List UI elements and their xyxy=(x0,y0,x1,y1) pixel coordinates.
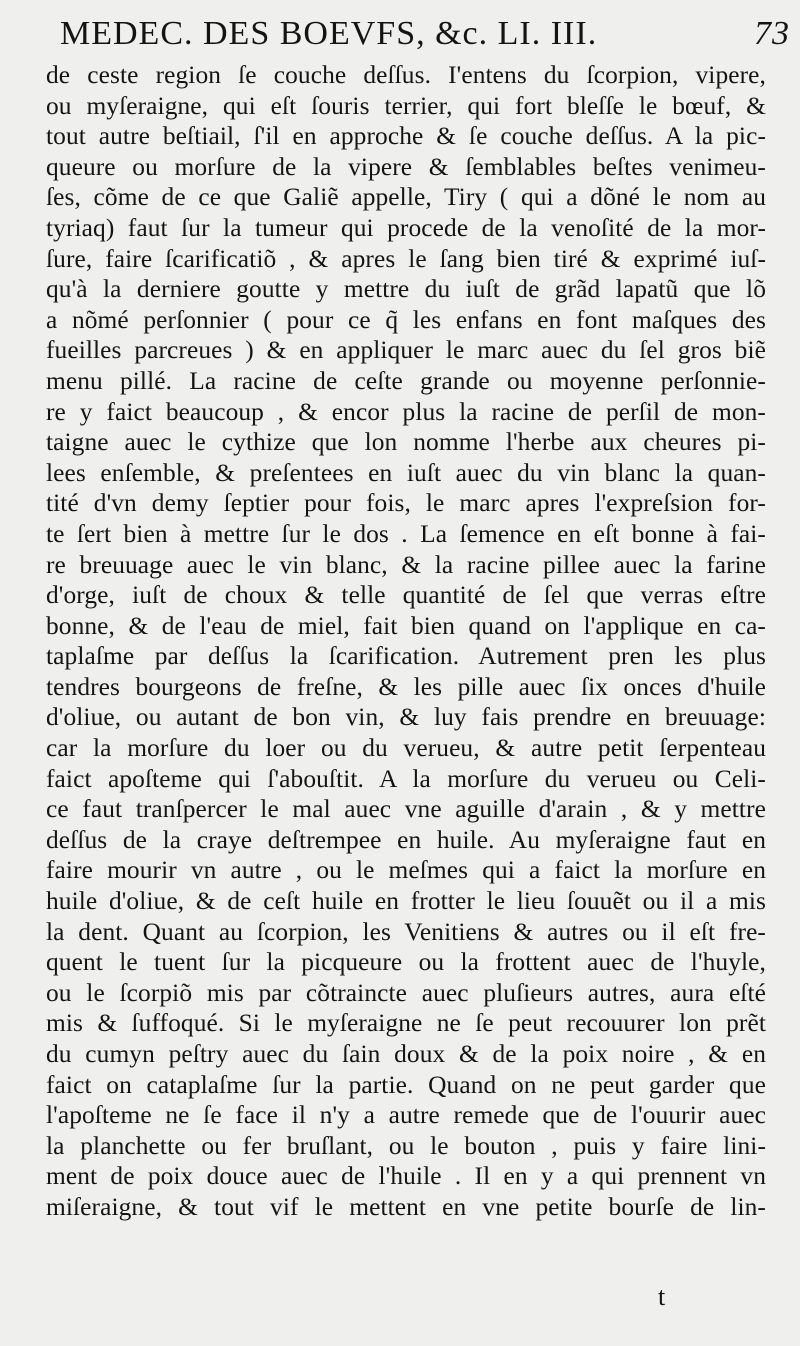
text-line: taigne auec le cythize que lon nomme l'herbe aux cheures pi- xyxy=(46,428,766,457)
text-line: queure ou morſure de la vipere & ſemblables beſtes venimeu- xyxy=(46,152,766,181)
text-line: d'orge, iuſt de choux & telle quantité de ſel que verras eſtre xyxy=(46,581,766,610)
text-line: quent le tuent ſur la picqueure ou la frottent auec de l'huyle, xyxy=(46,948,766,977)
text-line: taplaſme par deſſus la ſcarification. Autrement pren les plus xyxy=(46,642,766,671)
text-line: tité d'vn demy ſeptier pour fois, le marc apres l'expreſsion for- xyxy=(46,489,766,518)
text-line: car la morſure du loer ou du verueu, & autre petit ſerpenteau xyxy=(46,734,766,763)
text-line: tyriaq) faut ſur la tumeur qui procede de la venoſité de la mor- xyxy=(46,213,766,242)
text-line: re y faict beaucoup , & encor plus la racine de perſil de mon- xyxy=(46,397,766,426)
text-line: ou le ſcorpiõ mis par cõtraincte auec pluſieurs autres, aura eſté xyxy=(46,978,766,1007)
text-line: ou myſeraigne, qui eſt ſouris terrier, qui fort bleſſe le bœuf, & xyxy=(46,91,766,120)
page-number: 73 xyxy=(754,15,790,52)
running-head xyxy=(60,14,790,54)
text-line: ment de poix douce auec de l'huile . Il en y a qui prennent vn xyxy=(46,1162,766,1191)
text-line: mis & ſuffoqué. Si le myſeraigne ne ſe peut recouurer lon prẽt xyxy=(46,1009,766,1038)
text-line: ſure, faire ſcarificatiõ , & apres le ſang bien tiré & exprimé iuſ- xyxy=(46,244,766,273)
text-line: l'apoſteme ne ſe face il n'y a autre remede que de l'ouurir auec xyxy=(46,1101,766,1130)
running-title: MEDEC. DES BOEVFS, &c. LI. III. xyxy=(60,15,598,52)
catchword: t xyxy=(658,1282,666,1311)
text-line: re breuuage auec le vin blanc, & la racine pillee auec la farine xyxy=(46,550,766,579)
text-line: a nõmé perſonnier ( pour ce q̃ les enfans en font maſques des xyxy=(46,305,766,334)
text-line: te ſert bien à mettre ſur le dos . La ſemence en eſt bonne à fai- xyxy=(46,519,766,548)
body-text xyxy=(46,60,766,1223)
text-line: faire mourir vn autre , ou le meſmes qui a faict la morſure en xyxy=(46,856,766,885)
text-line: faict on cataplaſme ſur la partie. Quand on ne peut garder que xyxy=(46,1070,766,1099)
text-line: la planchette ou fer bruſlant, ou le bouton , puis y faire lini- xyxy=(46,1131,766,1160)
text-line: d'oliue, ou autant de bon vin, & luy fais prendre en breuuage: xyxy=(46,703,766,732)
text-line: menu pillé. La racine de ceſte grande ou moyenne perſonnie- xyxy=(46,366,766,395)
text-line: ce faut tranſpercer le mal auec vne aguille d'arain , & y mettre xyxy=(46,795,766,824)
text-line: de ceste region ſe couche deſſus. I'entens du ſcorpion, vipere, xyxy=(46,61,766,89)
text-line: tout autre beſtiail, ſ'il en approche & ſe couche deſſus. A la pic- xyxy=(46,122,766,151)
text-line: du cumyn peſtry auec du ſain doux & de la poix noire , & en xyxy=(46,1040,766,1068)
text-line: fueilles parcreues ) & en appliquer le marc auec du ſel gros biẽ xyxy=(46,336,766,365)
text-line: bonne, & de l'eau de miel, fait bien quand on l'applique en ca- xyxy=(46,611,766,640)
text-line: lees enſemble, & preſentees en iuſt auec du vin blanc la quan- xyxy=(46,458,766,487)
text-line: huile d'oliue, & de ceſt huile en frotter le lieu ſouuẽt ou il a mis xyxy=(46,887,766,916)
text-line: miſeraigne, & tout vif le mettent en vne petite bourſe de lin- xyxy=(46,1192,766,1221)
text-line: faict apoſteme qui ſ'abouſtit. A la morſure du verueu ou Celi- xyxy=(46,764,766,793)
text-line: deſſus de la craye deſtrempee en huile. Au myſeraigne faut en xyxy=(46,825,766,854)
text-line: qu'à la derniere goutte y mettre du iuſt de grãd lapatũ que lõ xyxy=(46,275,766,304)
text-line: la dent. Quant au ſcorpion, les Venitiens & autres ou il eſt fre- xyxy=(46,917,766,946)
text-line: ſes, cõme de ce que Galiẽ appelle, Tiry ( qui a dõné le nom au xyxy=(46,183,766,212)
text-line: tendres bourgeons de freſne, & les pille auec ſix onces d'huile xyxy=(46,672,766,701)
